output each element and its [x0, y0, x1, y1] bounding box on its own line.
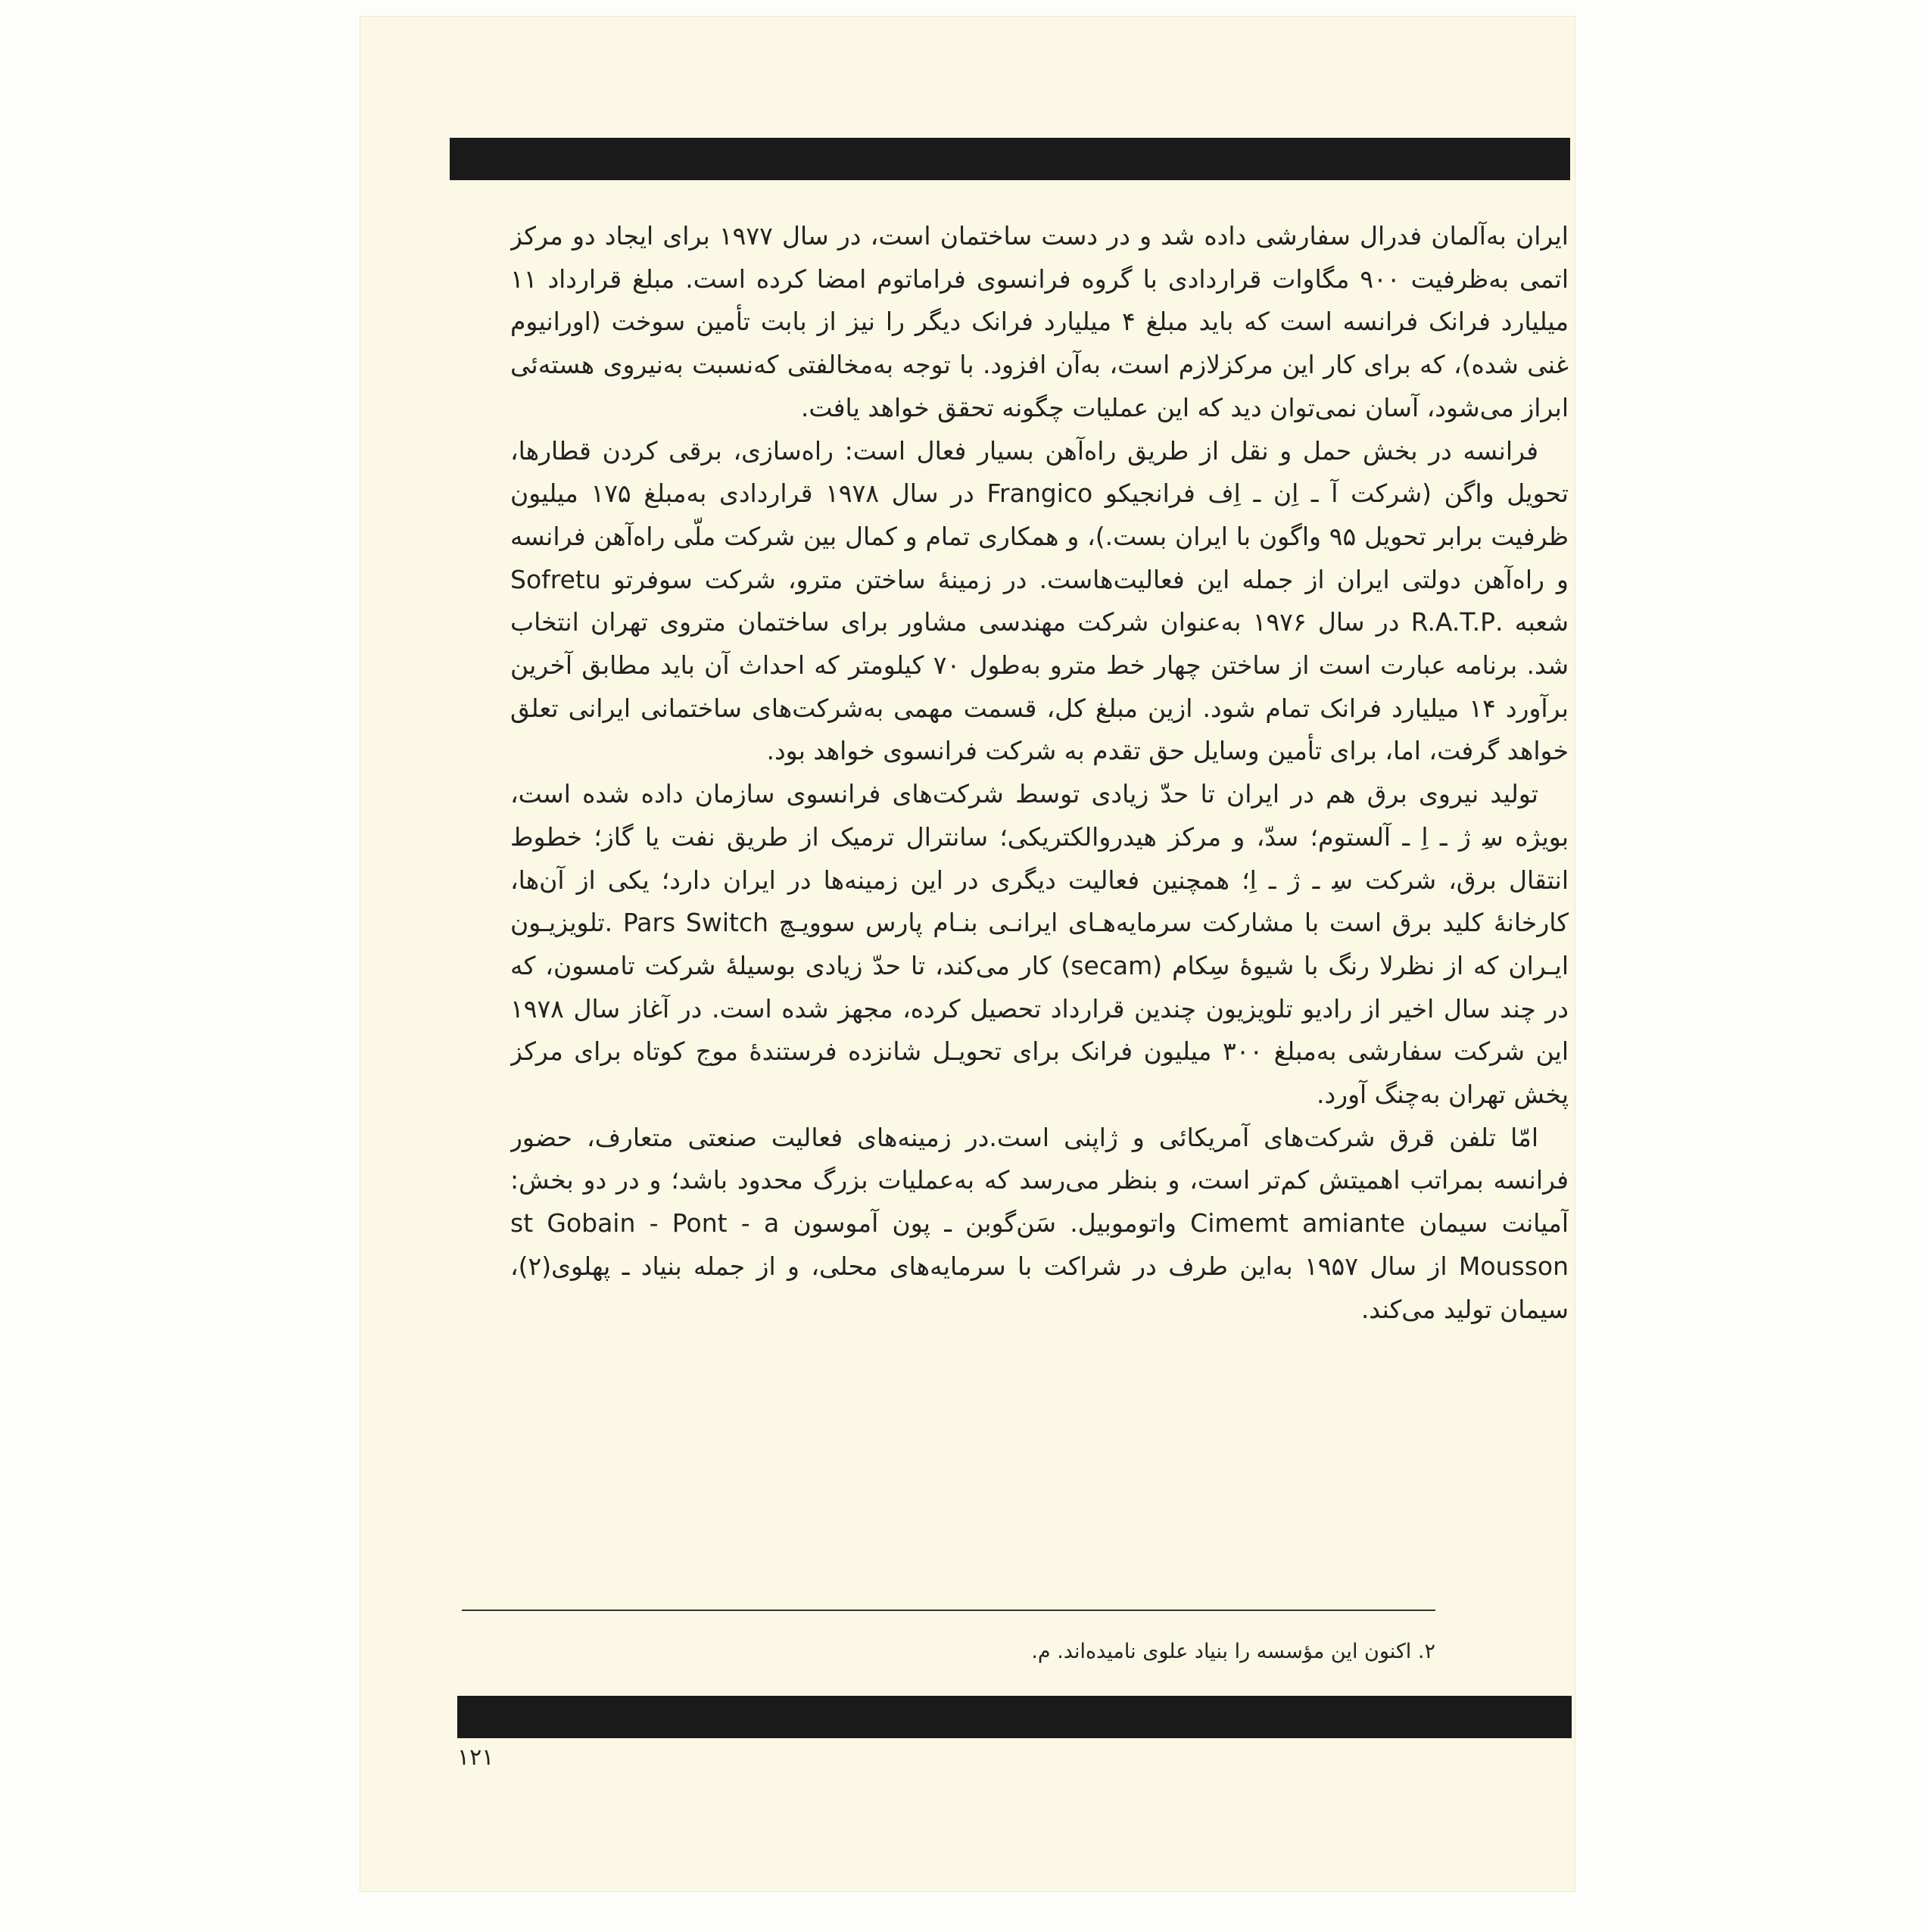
paragraph-1: ایران به‌آلمان فدرال سفارشی داده شد و در دست ساختمان است، در سال ۱۹۷۷ برای ایجاد دو مرکز اتمی به‌ظرفیت ۹۰۰ مگاوات قراردادی با گروه فرانسوی فراماتوم امضا کرده است. مبلغ قرارداد ۱۱ میلیارد فرانک فرانسه است که باید مبلغ ۴ میلیارد فرانک دیگر را نیز از بابت تأمین سوخت (اورانیوم غنی شده)، که برای کار این مرکزلازم است، به‌آن افزود. با توجه به‌مخالفتی که‌نسبت به‌نیروی هسته‌ئی ابراز می‌شود، آسان نمی‌توان دید که این عملیات چگونه تحقق خواهد یافت.: [510, 221, 1569, 422]
top-black-band: [450, 138, 1570, 180]
footnote-divider: [462, 1609, 1435, 1611]
paragraph-3: تولید نیروی برق هم در ایران تا حدّ زیادی توسط شرکت‌های فرانسوی سازمان داده شده است، بویژه س‍ِ ژ ـ اِ ـ آلستوم؛ سدّ، و مرکز هیدروالکتریکی؛ سانترال ترمیک از طریق نفت یا گاز؛ خطوط انتقال برق، شرکت س‍ِ ـ ژ ـ اِ؛ همچنین فعالیت دیگری در این زمینه‌ها در ایران دارد؛ یکی از آن‌ها، کارخانهٔ کلید برق است با مشارکت سرمایه‌هـای ایرانـی بنـام پارس سوویـچ Pars Switch .تلویزیـون ایـران که از نظرلا رنگ با شیوهٔ سِکام (secam) کار می‌کند، تا حدّ زیادی بوسیلهٔ شرکت تامسون، که در چند سال اخیر از رادیو تلویزیون چندین قرارداد تحصیل کرده، مجهز شده است. در آغاز سال ۱۹۷۸ این شرکت سفارشی به‌مبلغ ۳۰۰ میلیون فرانک برای تحویـل شانزده فرستندهٔ موج کوتاه برای مرکز پخش تهران به‌چنگ آورد.: [510, 779, 1569, 1110]
paragraph-4: امّا تلفن قرق شرکت‌های آمریکائی و ژاپنی است.در زمینه‌های فعالیت صنعتی متعارف، حضور فرانسه بمراتب اهمیتش کم‌تر است، و بنظر می‌رسد که به‌عملیات بزرگ محدود باشد؛ و در دو بخش: آمیانت سیمان Cimemt amiante واتوموبیل. سَن‌گوبن ـ پون آموسون st Gobain - Pont - a Mousson از سال ۱۹۵۷ به‌این طرف در شراکت با سرمایه‌های محلی، و از جمله بنیاد ـ پهلوی(۲)، سیمان تولید می‌کند.: [510, 1122, 1569, 1324]
bottom-black-band: [457, 1696, 1572, 1738]
page-number: ۱۲۱: [457, 1744, 494, 1771]
body-text: [510, 215, 1569, 1590]
paragraph-2: فرانسه در بخش حمل و نقل از طریق راه‌آهن بسیار فعال است: راه‌سازی، برقی کردن قطارها، تحویل واگن (شرکت آ ـ اِن ـ اِف فرانجیکو Frangico در سال ۱۹۷۸ قراردادی به‌مبلغ ۱۷۵ میلیون ظرفیت برابر تحویل ۹۵ واگون با ایران بست.)، و همکاری تمام و کمال بین شرکت ملّی راه‌آهن فرانسه و راه‌آهن دولتی ایران از جمله این فعالیت‌هاست. در زمینهٔ ساختن مترو، شرکت سوفرتو Sofretu شعبه .R.A.T.P در سال ۱۹۷۶ به‌عنوان شرکت مهندسی مشاور برای ساختمان متروی تهران انتخاب شد. برنامه عبارت است از ساختن چهار خط مترو به‌طول ۷۰ کیلومتر که احداث آن باید مطابق آخرین برآورد ۱۴ میلیارد فرانک تمام شود. ازین مبلغ کل، قسمت مهمی به‌شرکت‌های ساختمانی ایرانی تعلق خواهد گرفت، اما، برای تأمین وسایل حق تقدم به شرکت فرانسوی خواهد بود.: [510, 435, 1569, 766]
book-page: [360, 17, 1575, 1891]
footnote: ۲. اکنون این مؤسسه را بنیاد علوی نامیده‌اند. م.: [1031, 1640, 1435, 1663]
